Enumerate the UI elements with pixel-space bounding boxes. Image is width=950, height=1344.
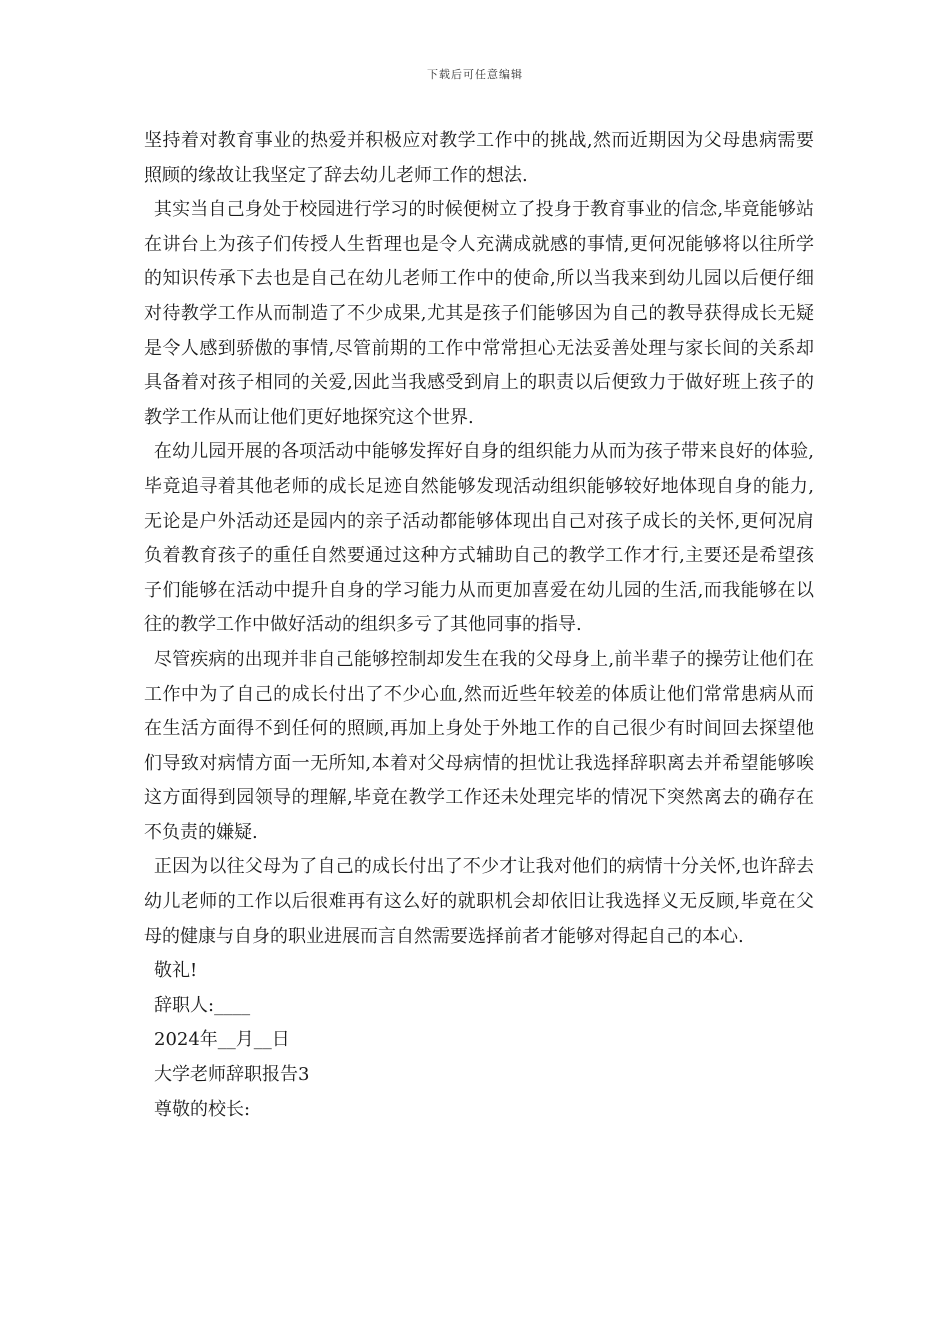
resigner-signature-line: 辞职人:____ — [154, 994, 251, 1016]
next-report-title: 大学老师辞职报告3 — [154, 1064, 310, 1086]
paragraph-2: 其实当自己身处于校园进行学习的时候便树立了投身于教育事业的信念,毕竟能够站在讲台上为孩子们传授人生哲理也是令人充满成就感的事情,更何况能够将以往所学的知识传承下去也是自己在幼儿老师工作中的使命,所以当我来到幼儿园以后便仔细对待教学工作从而制造了不少成果,尤其是孩子们能够因为自己的教导获得成长无疑是令人感到骄傲的事情,尽管前期的工作中常常担心无法妥善处理与家长间的关系却具备着对孩子相同的关爱,因此当我感受到肩上的职责以后便致力于做好班上孩子的教学工作从而让他们更好地探究这个世界. — [144, 199, 814, 428]
paragraph-4: 尽管疾病的出现并非自己能够控制却发生在我的父母身上,前半辈子的操劳让他们在工作中为了自己的成长付出了不少心血,然而近些年较差的体质让他们常常患病从而在生活方面得不到任何的照顾,再加上身处于外地工作的自己很少有时间回去探望他们导致对病情方面一无所知,本着对父母病情的担忧让我选择辞职离去并希望能够唉这方面得到园领导的理解,毕竟在教学工作还未处理完毕的情况下突然离去的确存在不负责的嫌疑. — [144, 648, 814, 843]
paragraph-3: 在幼儿园开展的各项活动中能够发挥好自身的组织能力从而为孩子带来良好的体验,毕竟追寻着其他老师的成长足迹自然能够发现活动组织能够较好地体现自身的能力,无论是户外活动还是园内的亲子活动都能够体现出自己对孩子成长的关怀,更何况肩负着教育孩子的重任自然要通过这种方式辅助自己的教学工作才行,主要还是希望孩子们能够在活动中提升自身的学习能力从而更加喜爱在幼儿园的生活,而我能够在以往的教学工作中做好活动的组织多亏了其他同事的指导. — [144, 441, 814, 636]
paragraph-1: 坚持着对教育事业的热爱并积极应对教学工作中的挑战,然而近期因为父母患病需要照顾的缘故让我坚定了辞去幼儿老师工作的想法. — [144, 130, 814, 186]
page-header-note: 下载后可任意编辑 — [427, 68, 523, 81]
salutation: 敬礼! — [154, 960, 198, 982]
paragraph-5: 正因为以往父母为了自己的成长付出了不少才让我对他们的病情十分关怀,也许辞去幼儿老师的工作以后很难再有这么好的就职机会却依旧让我选择义无反顾,毕竟在父母的健康与自身的职业进展而言自然需要选择前者才能够对得起自己的本心. — [144, 856, 814, 947]
date-line: 2024年__月__日 — [154, 1029, 290, 1051]
document-body — [144, 124, 814, 1127]
greeting-line: 尊敬的校长: — [154, 1098, 251, 1120]
